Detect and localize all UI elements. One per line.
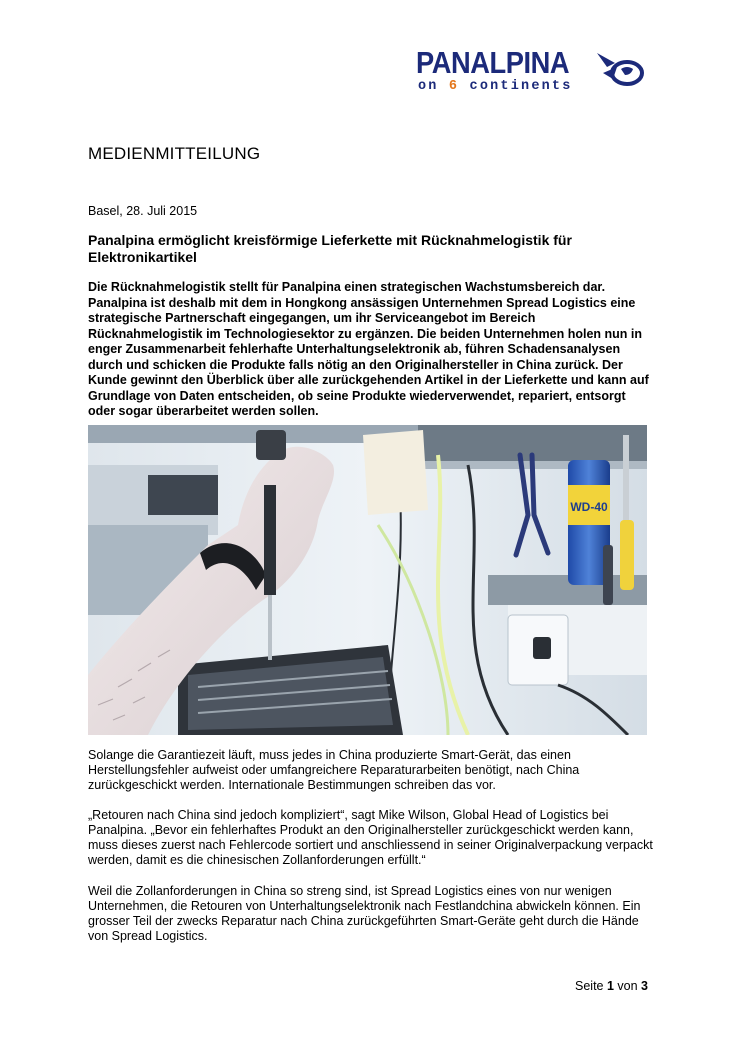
logo-globe-icon — [593, 49, 645, 89]
workbench-photo — [88, 425, 647, 735]
headline: Panalpina ermöglicht kreisförmige Lieferkette mit Rücknahmelogistik für Elektronikartikel — [88, 232, 572, 265]
panalpina-logo — [416, 46, 646, 96]
dateline: Basel, 28. Juli 2015 — [88, 204, 198, 218]
lead-paragraph: Die Rücknahmelogistik stellt für Panalpina einen strategischen Wachstumsbereich dar. Panalpina ist deshalb mit dem in Hongkong ansässigen Unternehmen Spread Logistics eine strategische Partnerschaft eingegangen, um ihr Serviceangebot im Bereich Rücknahmelogistik im Technologiesektor zu ergänzen. Die beiden Unternehmen holen nun in enger Zusammenarbeit fehlerhafte Unterhaltungselektronik ab, führen Schadensanalysen durch und schicken die Produkte falls nötig an den Originalhersteller in China zurück. Der Kunde gewinnt den Überblick über alle zurückgehenden Artikel in der Lieferkette und kann auf Grundlage von Daten entscheiden, ob seine Produkte wiederverwendet, repariert, entsorgt oder sogar überarbeitet werden sollen. — [88, 280, 649, 418]
logo-tagline: on 6 continents — [418, 79, 573, 94]
logo-wordmark: PANALPINA — [416, 45, 570, 80]
body-paragraph: Weil die Zollanforderungen in China so streng sind, ist Spread Logistics eines von nur wenigen Unternehmen, die Retouren von Unterhaltungselektronik nach Festlandchina abwickeln können. Ein grosser Teil der zwecks Reparatur nach China zurückgeführten Smart-Geräte geht durch die Hände von Spread Logistics. — [88, 884, 641, 943]
body-paragraph: Solange die Garantiezeit läuft, muss jedes in China produzierte Smart-Gerät, das einen Herstellungsfehler aufweist oder umfangreichere Reparaturarbeiten benötigt, nach China zurückgeschickt werden. Internationale Bestimmungen schreiben das vor. — [88, 748, 580, 792]
page-number: Seite 1 von 3 — [575, 979, 648, 993]
document-type-heading: MEDIENMITTEILUNG — [88, 144, 261, 163]
can-label: WD-40 — [570, 500, 608, 514]
body-paragraph: „Retouren nach China sind jedoch kompliziert“, sagt Mike Wilson, Global Head of Logistics bei Panalpina. „Bevor ein fehlerhaftes Produkt an den Originalhersteller zurückgeschickt werden kann, muss dieses zuerst nach Fehlercode sortiert und anschliessend in seiner Originalverpackung verpackt werden, damit es die chinesischen Zollanforderungen erfüllt.“ — [88, 808, 653, 867]
